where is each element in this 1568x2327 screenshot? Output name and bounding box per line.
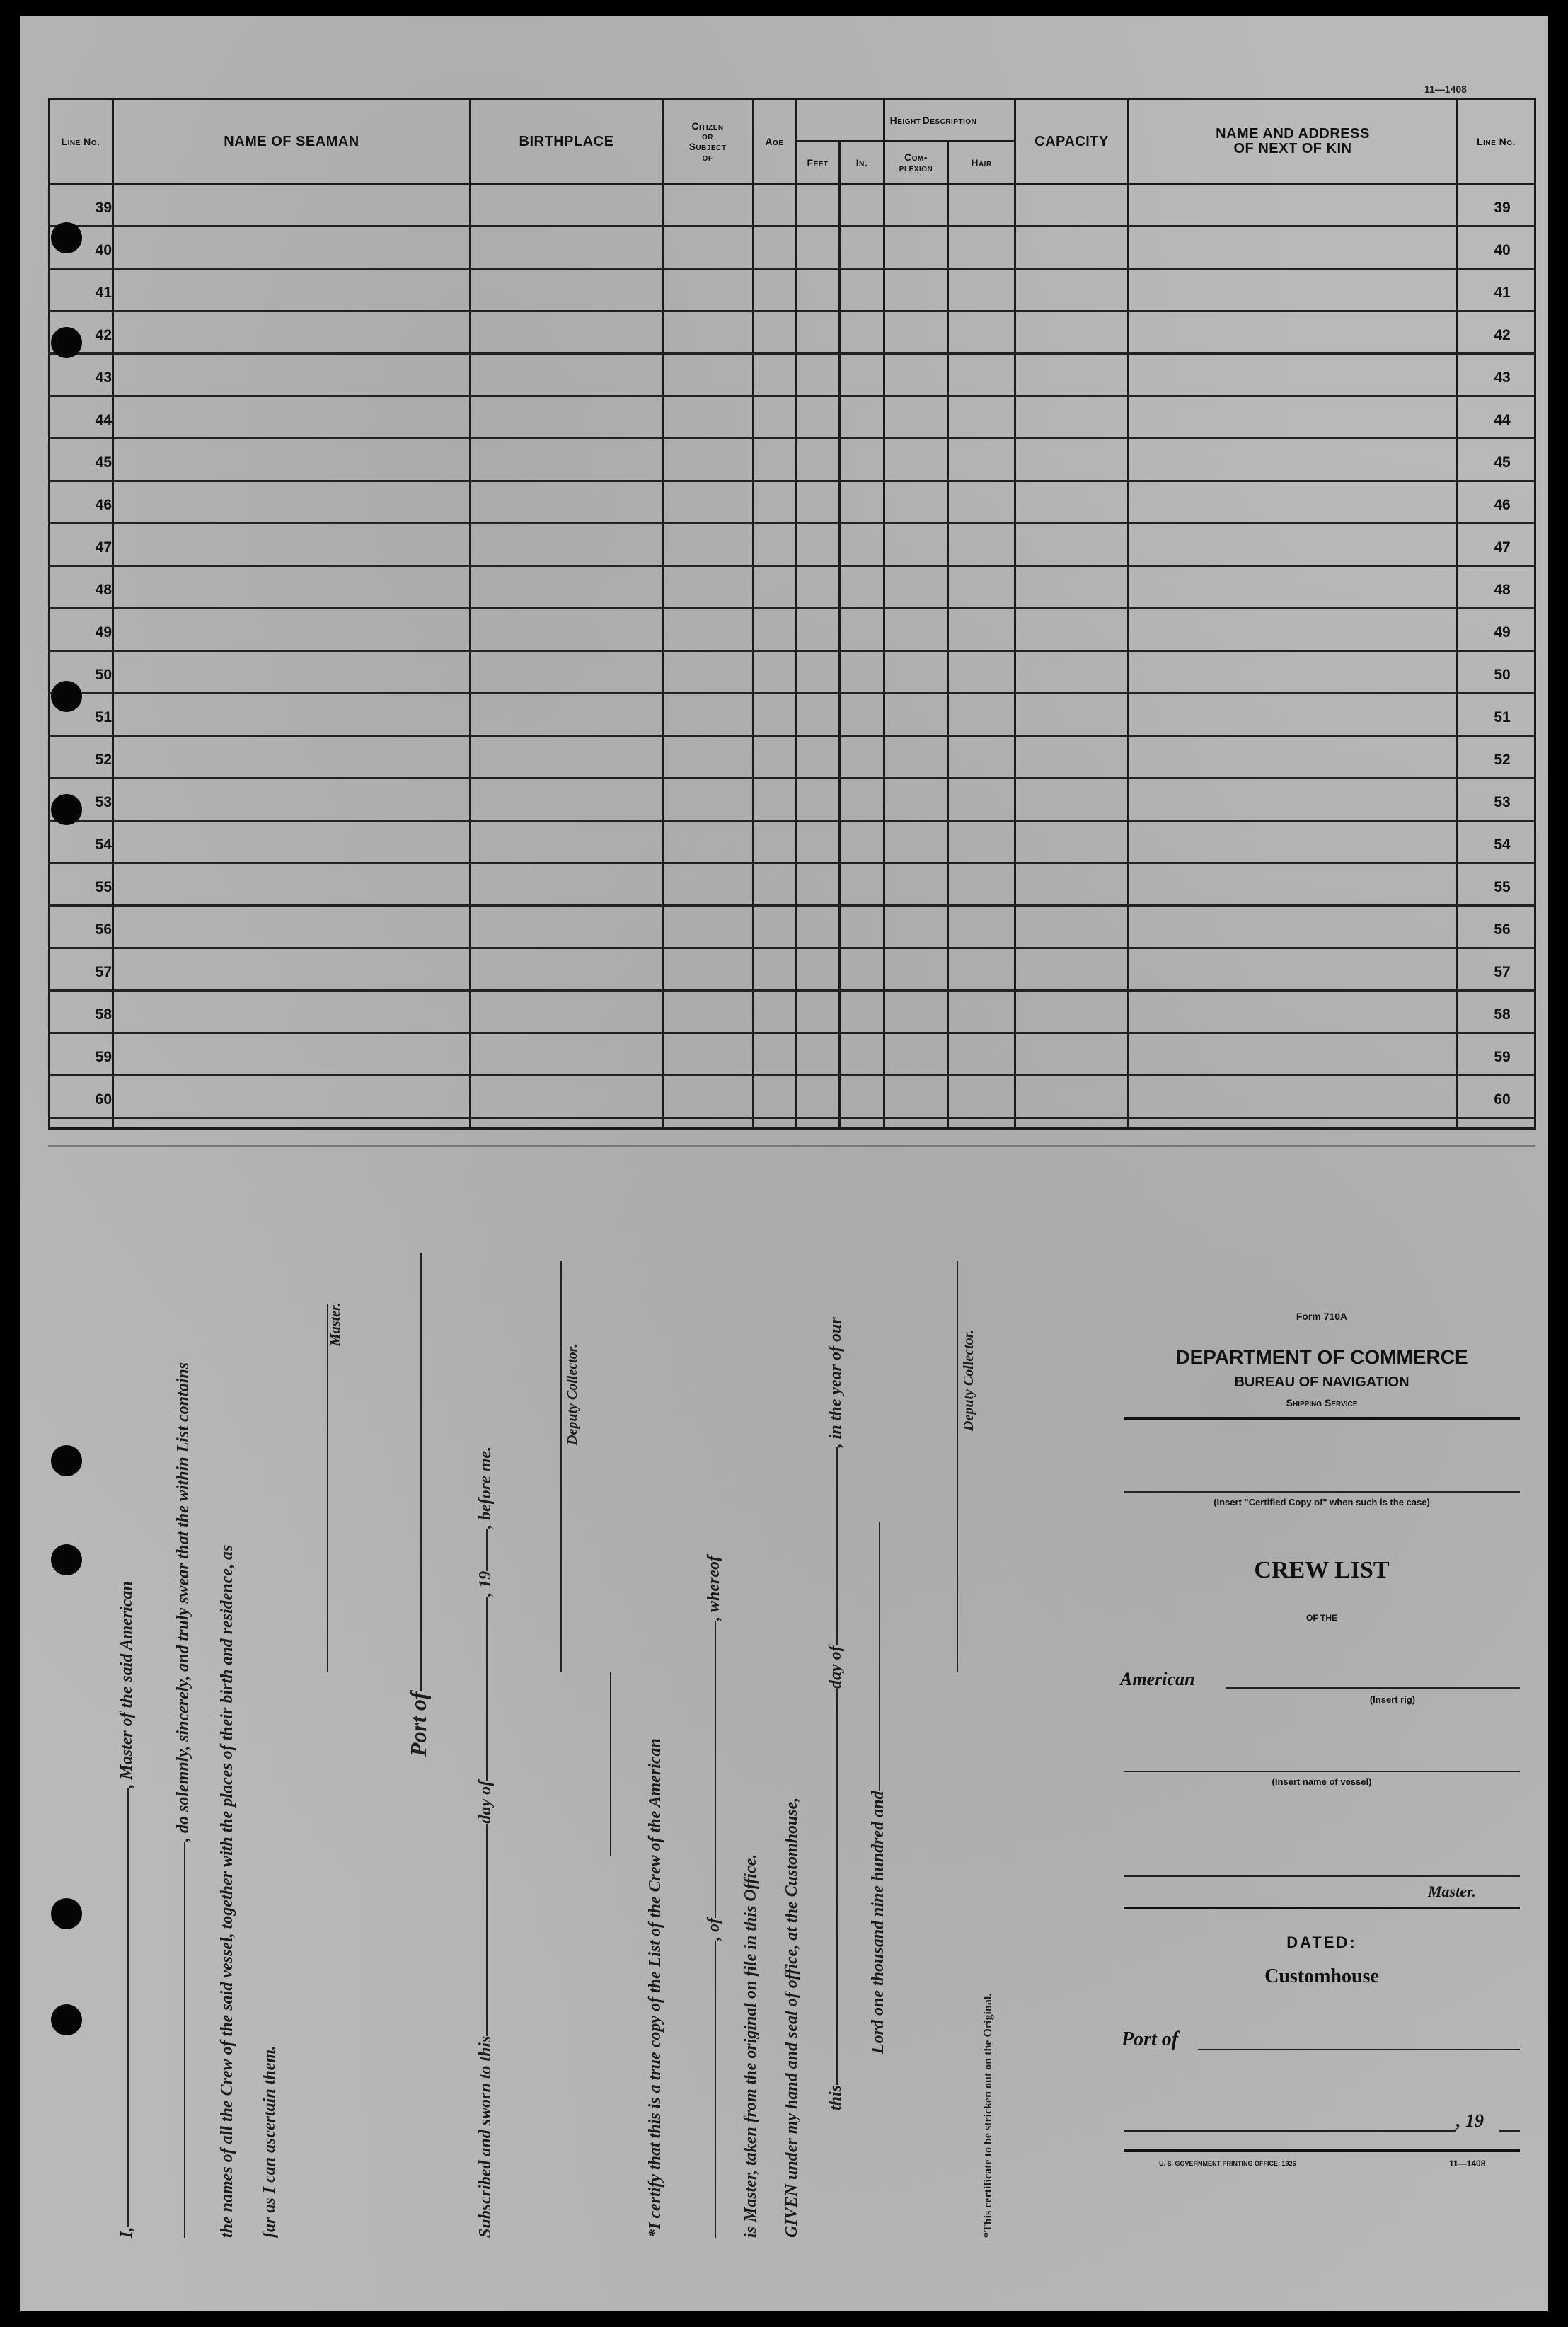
line-number-right: 51 <box>1494 709 1511 725</box>
line-number-left: 56 <box>95 921 112 938</box>
line-number-right: 58 <box>1494 1006 1511 1023</box>
line-number-right: 56 <box>1494 921 1511 938</box>
line-number-left: 53 <box>95 794 112 810</box>
table-row <box>48 907 1535 949</box>
header-feet: Feet <box>807 156 829 168</box>
line-number-left: 58 <box>95 1006 112 1023</box>
oath-line-4: far as I can ascertain them. <box>260 2045 279 2238</box>
lord-line: Lord one thousand nine hundred and <box>869 1522 888 2054</box>
header-citizen: Citizen or Subject of <box>688 120 727 163</box>
oath-line-2: , do solemnly, sincerely, and truly swear that the within List contains <box>174 1362 193 2238</box>
line-number-left: 57 <box>95 964 112 980</box>
table-row <box>48 822 1535 864</box>
line-number-left: 54 <box>95 837 112 853</box>
certify-line: *I certify that this is a true copy of the List of the Crew of the American <box>646 1738 664 2238</box>
bureau-title: BUREAU OF NAVIGATION <box>1234 1374 1410 1390</box>
printer-imprint: U. S. GOVERNMENT PRINTING OFFICE: 1926 <box>1159 2160 1296 2167</box>
line-number-left: 42 <box>95 327 112 343</box>
table-row <box>48 568 1535 609</box>
line-number-right: 43 <box>1494 369 1511 386</box>
header-hair: Hair <box>971 156 992 168</box>
insert-rig-note: (Insert rig) <box>1369 1694 1416 1705</box>
table-row <box>48 1035 1535 1076</box>
dated-label: DATED: <box>1286 1934 1357 1951</box>
customhouse-label: Customhouse <box>1264 1965 1379 1987</box>
line-number-left: 47 <box>95 539 112 556</box>
line-number-right: 46 <box>1494 497 1511 513</box>
oath-line-3: the names of all the Crew of the said vessel, together with the places of their birth and residence, as <box>218 1544 236 2238</box>
binder-hole-5 <box>51 1445 82 1476</box>
line-number-right: 48 <box>1494 582 1511 598</box>
deputy-sig-line-1 <box>550 1261 570 1672</box>
master-sig-label: Master. <box>328 1302 343 1346</box>
stamp-line <box>600 1672 619 1856</box>
line-number-left: 60 <box>95 1091 112 1108</box>
header-line-no-right: Line No. <box>1477 135 1516 147</box>
this-day-line: thisday of, in the year of our <box>826 1317 845 2110</box>
line-number-right: 59 <box>1494 1049 1511 1065</box>
of-the-label: OF THE <box>1306 1613 1337 1623</box>
is-master-line: is Master, taken from the original on file in this Office. <box>742 1854 760 2238</box>
panel-form-code: 11—1408 <box>1449 2159 1486 2168</box>
binder-hole-8 <box>51 2004 82 2035</box>
insert-vessel-note: (Insert name of vessel) <box>1272 1776 1372 1787</box>
american-label: American <box>1120 1669 1195 1689</box>
footnote: *This certificate to be stricken out on the Original. <box>982 1993 994 2238</box>
table-row <box>48 525 1535 567</box>
header-name-of-seaman: NAME OF SEAMAN <box>224 133 359 149</box>
oath-master-sig <box>317 1304 336 1672</box>
binder-hole-4 <box>51 794 82 825</box>
line-number-left: 48 <box>95 582 112 598</box>
line-number-right: 45 <box>1494 454 1511 471</box>
crew-list-title: CREW LIST <box>1254 1557 1390 1583</box>
table-row <box>48 695 1535 737</box>
line-number-left: 51 <box>95 709 112 725</box>
line-number-right: 44 <box>1494 412 1511 428</box>
deputy-collector-2: Deputy Collector. <box>961 1329 976 1431</box>
line-number-right: 52 <box>1494 752 1511 768</box>
line-number-right: 41 <box>1494 285 1511 301</box>
header-birthplace: BIRTHPLACE <box>519 133 614 149</box>
line-number-left: 52 <box>95 752 112 768</box>
table-row <box>48 780 1535 822</box>
certify-of-line: , of, whereof <box>705 1556 724 2238</box>
panel-master-label: Master. <box>1428 1883 1476 1900</box>
form-number: Form 710A <box>1296 1311 1348 1322</box>
binder-hole-3 <box>51 681 82 712</box>
line-number-right: 55 <box>1494 879 1511 895</box>
line-number-right: 53 <box>1494 794 1511 810</box>
line-number-right: 54 <box>1494 837 1511 853</box>
line-number-right: 57 <box>1494 964 1511 980</box>
line-number-right: 42 <box>1494 327 1511 343</box>
line-number-left: 45 <box>95 454 112 471</box>
line-number-left: 44 <box>95 412 112 428</box>
table-row <box>48 313 1535 355</box>
table-row <box>48 653 1535 694</box>
deputy-collector-1: Deputy Collector. <box>565 1343 580 1445</box>
table-row <box>48 228 1535 270</box>
line-number-left: 59 <box>95 1049 112 1065</box>
crew-list-sheet <box>20 16 1548 2311</box>
table-row <box>48 270 1535 312</box>
binder-hole-6 <box>51 1544 82 1575</box>
line-number-right: 49 <box>1494 624 1511 640</box>
header-height: Height <box>889 114 921 126</box>
form-code-top: 11—1408 <box>1424 84 1467 95</box>
table-row <box>48 185 1535 227</box>
line-number-right: 60 <box>1494 1091 1511 1108</box>
line-number-left: 39 <box>95 200 112 216</box>
department-title: DEPARTMENT OF COMMERCE <box>1175 1346 1468 1368</box>
table-row <box>48 355 1535 397</box>
panel-port-of: Port of <box>1122 2028 1179 2050</box>
header-age: Age <box>765 135 784 147</box>
line-number-left: 46 <box>95 497 112 513</box>
table-row <box>48 865 1535 907</box>
header-line-no: Line No. <box>61 135 100 147</box>
table-row <box>48 737 1535 779</box>
header-complexion: Com- plexion <box>899 151 933 173</box>
service-title: Shipping Service <box>1286 1397 1358 1408</box>
given-line: GIVEN under my hand and seal of office, at the Customhouse, <box>783 1797 801 2238</box>
panel-year: , 19 <box>1456 2110 1484 2131</box>
header-capacity: CAPACITY <box>1034 133 1109 149</box>
table-row <box>48 992 1535 1034</box>
line-number-left: 50 <box>95 667 112 683</box>
table-row <box>48 398 1535 439</box>
line-number-left: 41 <box>95 285 112 301</box>
table-row <box>48 440 1535 482</box>
table-row <box>48 483 1535 524</box>
binder-hole-7 <box>51 1898 82 1929</box>
line-number-left: 43 <box>95 369 112 386</box>
line-number-right: 40 <box>1494 242 1511 258</box>
table-row <box>48 1077 1535 1119</box>
table-row <box>48 610 1535 652</box>
header-description: Description <box>922 114 977 126</box>
binder-hole-2 <box>51 327 82 358</box>
binder-hole-1 <box>51 222 82 253</box>
line-number-left: 49 <box>95 624 112 640</box>
line-number-right: 50 <box>1494 667 1511 683</box>
header-next-of-kin: NAME AND ADDRESS OF NEXT OF KIN <box>1216 126 1370 156</box>
line-number-right: 39 <box>1494 200 1511 216</box>
insert-certified-note: (Insert "Certified Copy of" when such is the case) <box>1214 1497 1430 1507</box>
deputy-sig-line-2 <box>947 1261 966 1672</box>
oath-subscribed: Subscribed and sworn to thisday of, 19, before me. <box>476 1446 495 2238</box>
table-row <box>48 950 1535 992</box>
oath-line-1: I,, Master of the said American <box>117 1581 136 2238</box>
line-number-left: 40 <box>95 242 112 258</box>
header-inches: In. <box>855 156 868 168</box>
line-number-right: 47 <box>1494 539 1511 556</box>
oath-port-of: Port of <box>405 1253 432 1757</box>
line-number-left: 55 <box>95 879 112 895</box>
